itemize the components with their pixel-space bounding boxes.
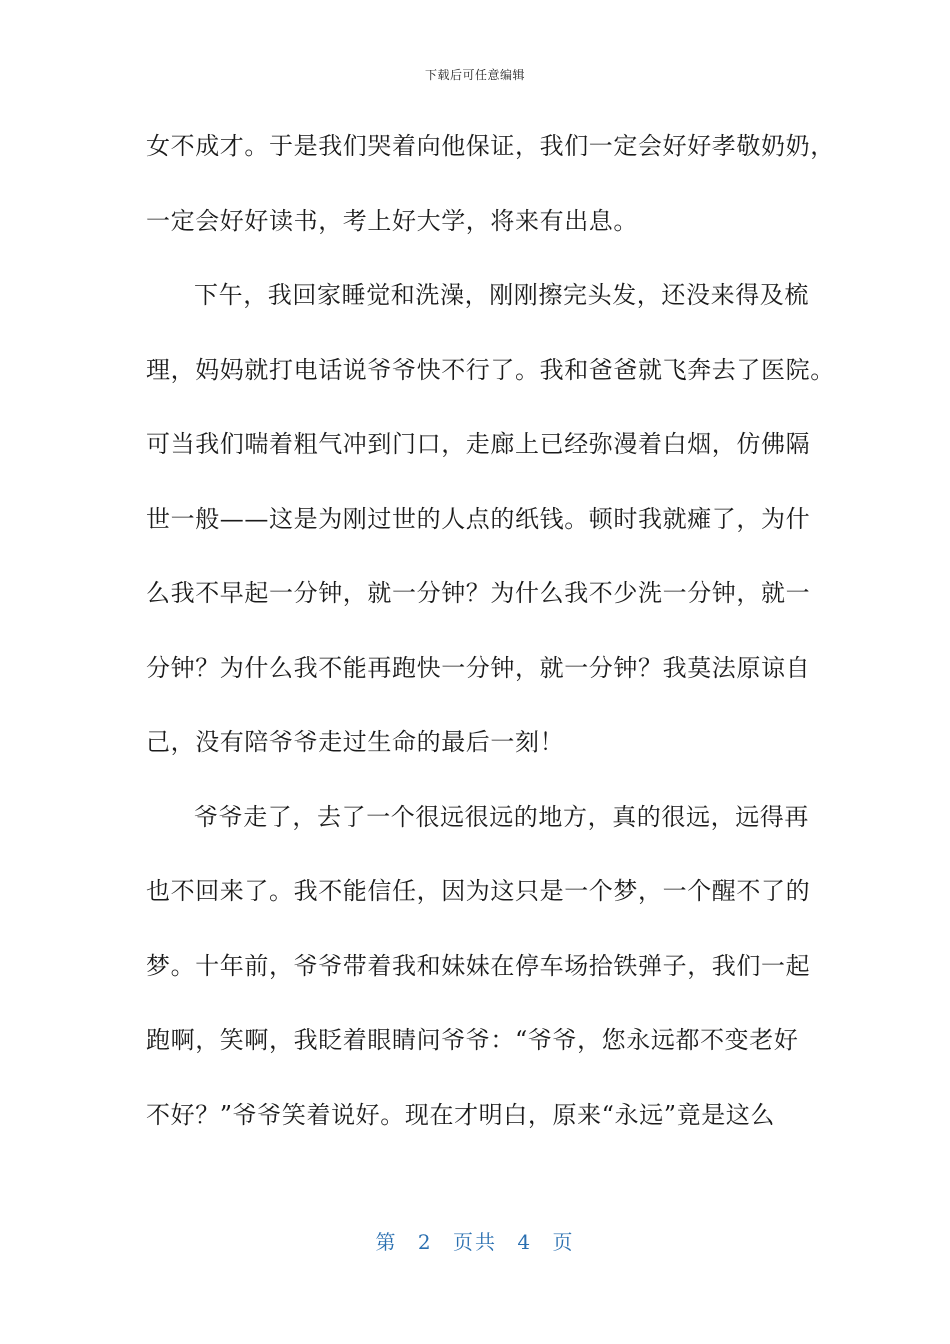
footer-prefix: 第	[375, 1230, 398, 1254]
total-pages-number: 4	[517, 1230, 533, 1254]
current-page-number: 2	[417, 1230, 433, 1254]
text-line: 女不成才。于是我们哭着向他保证，我们一定会好好孝敬奶奶，	[146, 132, 835, 160]
paragraph-start-line: 爷爷走了，去了一个很远很远的地方，真的很远，远得再	[194, 802, 809, 831]
text-line: 可当我们喘着粗气冲到门口，走廊上已经弥漫着白烟，仿佛隔	[146, 430, 811, 458]
text-line: 一定会好好读书，考上好大学，将来有出息。	[146, 206, 638, 235]
footer-suffix: 页	[552, 1230, 575, 1254]
text-line: 理，妈妈就打电话说爷爷快不行了。我和爸爸就飞奔去了医院。	[146, 355, 835, 384]
text-line: 己，没有陪爷爷走过生命的最后一刻！	[146, 728, 565, 756]
text-line: 分钟？为什么我不能再跑快一分钟，就一分钟？我莫法原谅自	[146, 653, 811, 682]
page-header: 下载后可任意编辑	[424, 68, 525, 82]
footer-middle: 页共	[453, 1230, 497, 1254]
text-line: 么我不早起一分钟，就一分钟？为什么我不少洗一分钟，就一	[146, 579, 811, 607]
text-line: 跑啊，笑啊，我眨着眼睛问爷爷：“爷爷，您永远都不变老好	[146, 1026, 799, 1054]
paragraph-start-line: 下午，我回家睡觉和洗澡，刚刚擦完头发，还没来得及梳	[194, 281, 809, 309]
document-body	[146, 120, 835, 1163]
text-line: 也不回来了。我不能信任，因为这只是一个梦，一个醒不了的	[146, 877, 811, 905]
text-line: 梦。十年前，爷爷带着我和妹妹在停车场拾铁弹子，我们一起	[146, 951, 811, 980]
text-line: 世一般——这是为刚过世的人点的纸钱。顿时我就瘫了，为什	[146, 504, 811, 533]
page-footer	[0, 1226, 950, 1255]
text-line: 不好？”爷爷笑着说好。现在才明白，原来“永远”竟是这么	[146, 1100, 776, 1129]
